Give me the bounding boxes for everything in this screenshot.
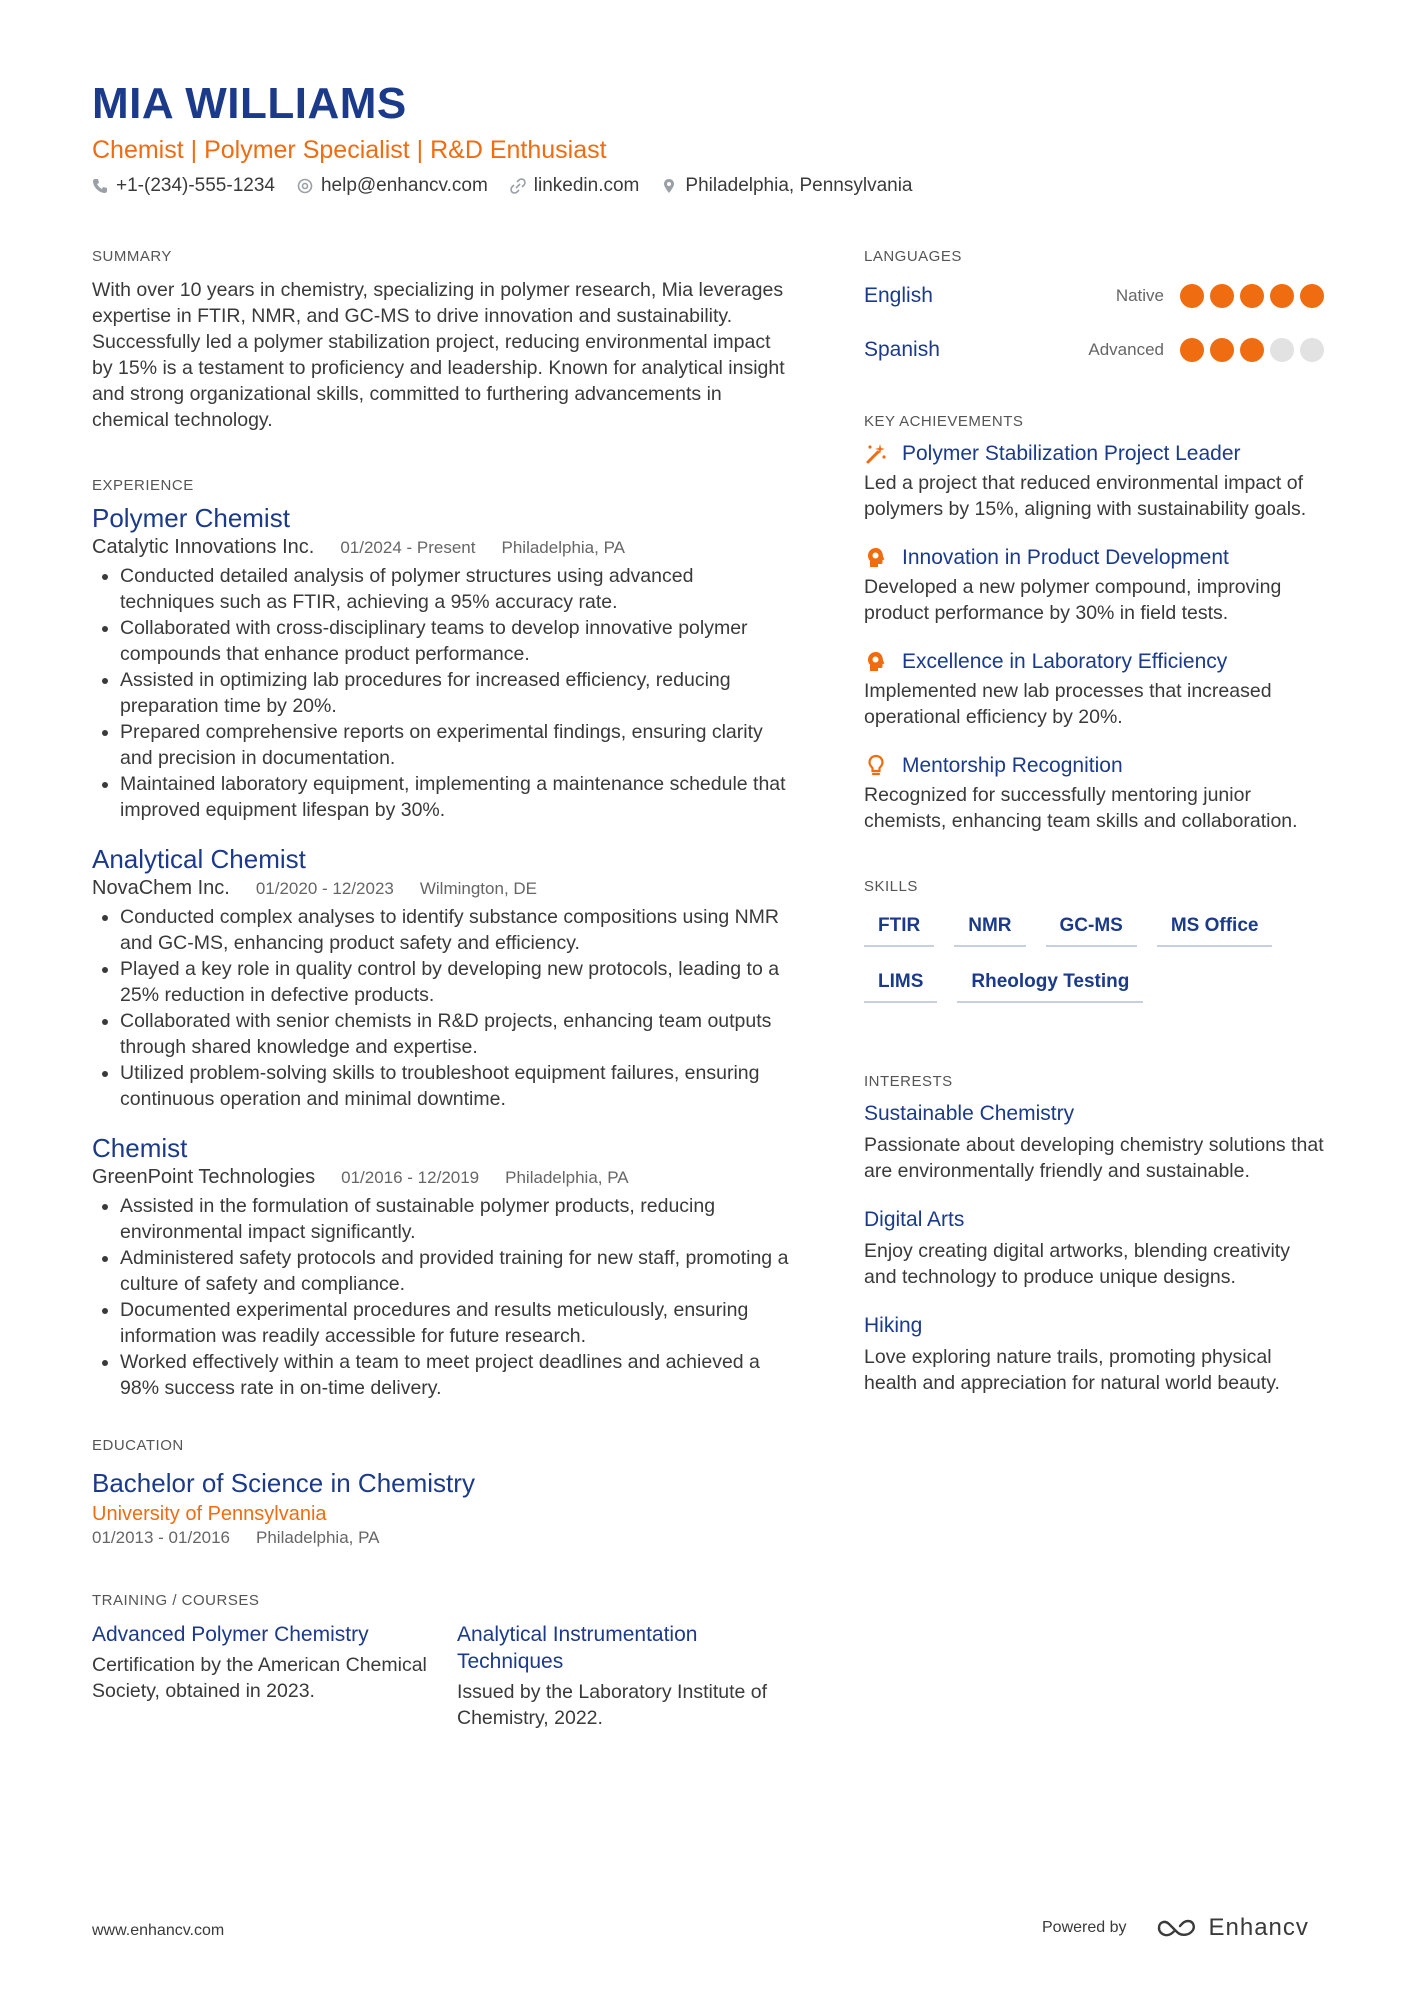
skill-list [864,909,1304,1003]
rating-dot-filled [1270,284,1294,308]
skills-section [864,878,1324,1003]
skill-tag: NMR [954,909,1025,947]
skill-tag: FTIR [864,909,934,947]
job-bullet: • Collaborated with cross-disciplinary teams to develop innovative polymer compounds that enhance product performance. [120,615,792,667]
phone-icon [92,178,108,194]
achievement-head [864,546,1324,570]
edu-location: Philadelphia, PA [256,1528,380,1547]
skill-tag: Rheology Testing [957,965,1143,1003]
lightbulb-icon [864,754,888,778]
job-title: Polymer Chemist [92,503,290,533]
link-icon [510,178,526,194]
job-dates: 01/2016 - 12/2019 [341,1168,480,1187]
language-row [864,269,1324,323]
job-bullet: • Assisted in optimizing lab procedures for increased efficiency, reducing preparation time by 20%. [120,667,792,719]
contact-bar [92,175,1332,197]
edu-meta [92,1528,792,1548]
achievement-item [864,650,1324,730]
job-bullet: • Worked effectively within a team to meet project deadlines and achieved a 98% success rate in on-time delivery. [120,1349,792,1401]
language-rating [1180,284,1324,308]
interest-text: Enjoy creating digital artworks, blending creativity and technology to produce unique designs. [864,1240,1290,1288]
interest-title: Digital Arts [864,1208,965,1231]
achievement-text: Led a project that reduced environmental impact of polymers by 15%, aligning with sustainability goals. [864,472,1307,520]
course-item [92,1621,427,1731]
job-bullet: • Maintained laboratory equipment, implementing a maintenance schedule that improved equipment lifespan by 30%. [120,771,792,823]
rating-dot-filled [1240,284,1264,308]
course-text: Issued by the Laboratory Institute of Chemistry, 2022. [457,1681,768,1729]
achievement-item [864,546,1324,626]
rating-dot-filled [1210,284,1234,308]
job-bullet: • Documented experimental procedures and results meticulously, ensuring information was readily accessible for future research. [120,1297,792,1349]
enhancv-logo[interactable] [1155,1914,1309,1942]
language-name: English [864,284,933,307]
job-title: Chemist [92,1133,188,1163]
achievement-head [864,442,1324,466]
job-bullet: • Collaborated with senior chemists in R&D projects, enhancing team outputs through shared knowledge and expertise. [120,1008,792,1060]
language-rating [1180,338,1324,362]
achievement-item [864,442,1324,522]
phone-text: +1-(234)-555-1234 [116,175,275,197]
job-dates: 01/2024 - Present [340,538,476,557]
course-item [457,1621,792,1731]
enhancv-logo-icon [1155,1916,1199,1940]
job-meta [92,1166,792,1189]
contact-email[interactable] [297,175,488,197]
rating-dot-filled [1210,338,1234,362]
rating-dot-filled [1240,338,1264,362]
summary-text: With over 10 years in chemistry, specializing in polymer research, Mia leverages expertise in FTIR, NMR, and GC-MS to drive innovation and sustainability. Successfully led a polymer stabilization project, reducing environmental impact by 15% is a testament to proficiency and leadership. Known for analytical insight and strong organizational skills, committed to furthering advancements in chemical technology. [92,279,785,431]
job-bullet: • Administered safety protocols and provided training for new staff, promoting a culture of safety and compliance. [120,1245,792,1297]
job-company: NovaChem Inc. [92,877,230,899]
edu-degree: Bachelor of Science in Chemistry [92,1468,475,1498]
job-title: Analytical Chemist [92,844,306,874]
achievement-title: Excellence in Laboratory Efficiency [902,650,1228,673]
interest-title: Hiking [864,1314,923,1337]
job-bullet: • Assisted in the formulation of sustainable polymer products, reducing environmental impact significantly. [120,1193,792,1245]
course-title: Analytical Instrumentation Techniques [457,1623,698,1673]
language-row [864,323,1324,377]
achievement-item [864,754,1324,834]
rating-dot-filled [1300,284,1324,308]
job-entry [92,843,792,1112]
rating-dot-filled [1180,284,1204,308]
achievement-head [864,650,1324,674]
enhancv-logo-text: Enhancv [1208,1914,1309,1941]
experience-heading: EXPERIENCE [92,477,194,494]
location-pin-icon [661,178,677,194]
training-section [92,1592,792,1731]
interests-heading: INTERESTS [864,1073,953,1090]
job-location: Philadelphia, PA [505,1168,629,1187]
job-company: Catalytic Innovations Inc. [92,536,315,558]
linkedin-text[interactable]: linkedin.com [533,175,640,197]
job-location: Wilmington, DE [419,879,537,898]
experience-section [92,477,792,1401]
job-meta [92,536,792,559]
rating-dot-empty [1270,338,1294,362]
skill-tag: MS Office [1157,909,1273,947]
achievement-text: Recognized for successfully mentoring junior chemists, enhancing team skills and collaboration. [864,784,1298,832]
skill-tag: LIMS [864,965,937,1003]
candidate-name: MIA WILLIAMS [92,79,407,128]
left-column [92,248,792,1775]
job-bullets [92,563,792,823]
job-dates: 01/2020 - 12/2023 [255,879,394,898]
summary-section [92,248,792,433]
interest-text: Love exploring nature trails, promoting physical health and appreciation for natural world beauty. [864,1346,1280,1394]
interest-item [864,1102,1324,1184]
course-text: Certification by the American Chemical Society, obtained in 2023. [92,1654,427,1702]
achievement-head [864,754,1324,778]
language-level: Native [1115,286,1164,305]
rating-dot-empty [1300,338,1324,362]
training-heading: TRAINING / COURSES [92,1592,260,1609]
achievements-section [864,413,1324,834]
achievement-text: Developed a new polymer compound, improving product performance by 30% in field tests. [864,576,1282,624]
rating-dot-filled [1180,338,1204,362]
interest-text: Passionate about developing chemistry solutions that are environmentally friendly and sustainable. [864,1134,1324,1182]
location-text: Philadelphia, Pennsylvania [685,175,913,197]
email-text[interactable]: help@enhancv.com [320,175,488,197]
achievement-title: Innovation in Product Development [902,546,1229,569]
job-bullet: • Utilized problem-solving skills to troubleshoot equipment failures, ensuring continuous operation and minimal downtime. [120,1060,792,1112]
resume-page [92,79,1332,1729]
achievement-title: Mentorship Recognition [902,754,1123,777]
job-entry [92,502,792,823]
job-location: Philadelphia, PA [501,538,625,557]
interest-item [864,1208,1324,1290]
languages-heading: LANGUAGES [864,248,962,265]
job-bullet: • Conducted detailed analysis of polymer structures using advanced techniques such as FTIR, achieving a 95% accuracy rate. [120,563,792,615]
achievement-title: Polymer Stabilization Project Leader [902,442,1241,465]
skill-tag: GC-MS [1046,909,1137,947]
education-section [92,1437,792,1548]
at-icon [297,178,313,194]
interests-section [864,1073,1324,1396]
achievements-heading: KEY ACHIEVEMENTS [864,413,1024,430]
job-bullet: • Prepared comprehensive reports on experimental findings, ensuring clarity and precision in documentation. [120,719,792,771]
edu-school: University of Pennsylvania [92,1503,327,1525]
job-entry [92,1132,792,1401]
course-list [92,1621,792,1731]
right-column [864,248,1324,1440]
head-idea-icon [864,650,888,674]
contact-phone [92,175,275,197]
contact-location [661,175,912,197]
achievement-text: Implemented new lab processes that increased operational efficiency by 20%. [864,680,1272,728]
footer-branding [1042,1914,1309,1942]
powered-by-label: Powered by [1042,1919,1127,1936]
language-name: Spanish [864,338,940,361]
job-company: GreenPoint Technologies [92,1166,316,1188]
interest-title: Sustainable Chemistry [864,1102,1075,1125]
interest-item [864,1314,1324,1396]
summary-heading: SUMMARY [92,248,172,265]
footer-website[interactable]: www.enhancv.com [92,1922,225,1939]
skills-heading: SKILLS [864,878,918,895]
edu-dates: 01/2013 - 01/2016 [92,1528,231,1547]
head-idea-icon [864,546,888,570]
languages-section [864,248,1324,377]
contact-linkedin[interactable] [510,175,640,197]
wand-icon [864,442,888,466]
job-bullets [92,904,792,1112]
job-bullet: • Played a key role in quality control by developing new protocols, leading to a 25% reduction in defective products. [120,956,792,1008]
job-bullet: • Conducted complex analyses to identify substance compositions using NMR and GC-MS, enhancing product safety and efficiency. [120,904,792,956]
course-title: Advanced Polymer Chemistry [92,1623,369,1646]
job-bullets [92,1193,792,1401]
job-meta [92,877,792,900]
tagline: Chemist | Polymer Specialist | R&D Enthusiast [92,136,607,165]
language-level: Advanced [1088,340,1164,359]
education-heading: EDUCATION [92,1437,184,1454]
